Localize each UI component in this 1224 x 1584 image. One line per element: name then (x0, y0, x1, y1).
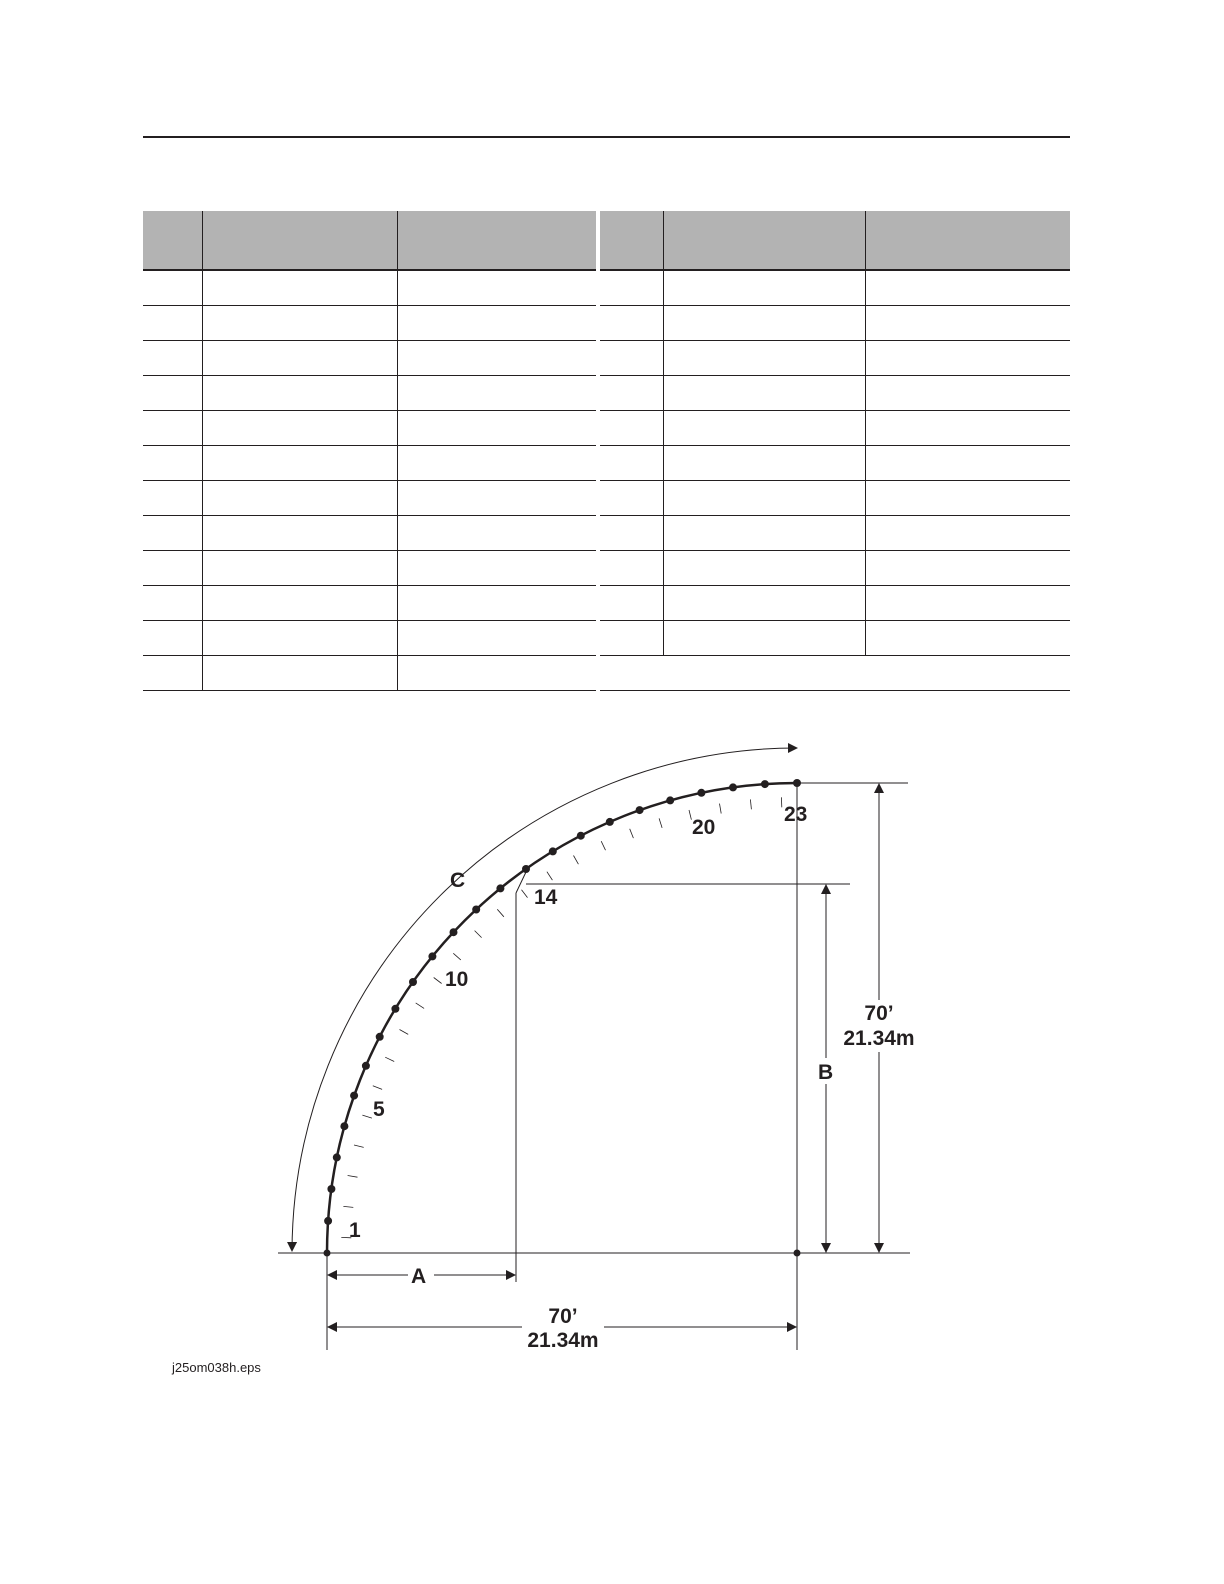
arc-point-15 (549, 847, 557, 855)
arc-point-3 (333, 1153, 341, 1161)
arc-point-2 (327, 1185, 335, 1193)
arc-tick-13 (497, 909, 504, 917)
arc-tick-7 (385, 1057, 394, 1061)
arc-point-11 (450, 928, 458, 936)
arc-point-13 (496, 884, 504, 892)
arc-point-1 (324, 1217, 332, 1225)
arc-point-17 (606, 818, 614, 826)
arc-point-8 (391, 1005, 399, 1013)
arc-point-6 (362, 1062, 370, 1070)
arc-tick-17 (601, 841, 605, 850)
dimension-c-label: C (450, 869, 466, 892)
figure-caption: j25om038h.eps (172, 1360, 261, 1375)
arc-point-23 (793, 779, 801, 787)
arc-tick-4 (354, 1145, 364, 1147)
arc-point-21 (729, 783, 737, 791)
arc-tick-12 (475, 931, 482, 938)
width-m-label: 21.34m (527, 1329, 599, 1352)
arc-point-20 (697, 789, 705, 797)
arc-point-19 (666, 796, 674, 804)
arc-point-5 (350, 1092, 358, 1100)
arc-tick-11 (453, 953, 461, 960)
arc-point-9 (409, 978, 417, 986)
height-ft-label: 70’ (864, 1002, 894, 1025)
arc-point-14 (522, 865, 530, 873)
arc-tick-15 (547, 872, 553, 880)
origin-point (324, 1250, 331, 1257)
arc-tick-9 (416, 1003, 424, 1009)
dimension-b-label: B (818, 1061, 834, 1084)
arc-point-7 (376, 1033, 384, 1041)
arc-point-18 (636, 806, 644, 814)
arc-tick-21 (720, 804, 722, 814)
width-ft-label: 70’ (548, 1305, 578, 1328)
point-label-10: 10 (445, 968, 469, 991)
point-label-14: 14 (534, 886, 558, 909)
dimension-c-arc (292, 748, 797, 1251)
arc-tick-10 (434, 978, 442, 984)
arc-tick-19 (659, 818, 662, 828)
arc-tick-16 (574, 856, 579, 865)
height-m-label: 21.34m (843, 1027, 915, 1050)
point-label-20: 20 (692, 816, 716, 839)
arc-tick-22 (750, 799, 751, 809)
arc-point-16 (577, 832, 585, 840)
arc-tick-6 (373, 1086, 382, 1090)
arc-point-10 (428, 952, 436, 960)
point-label-5: 5 (373, 1098, 385, 1121)
arc-tick-14 (522, 890, 528, 898)
point-label-1: 1 (349, 1219, 361, 1242)
perimeter-arc (327, 783, 797, 1253)
arc-point-12 (472, 906, 480, 914)
arc-point-4 (340, 1122, 348, 1130)
arc-tick-5 (362, 1115, 372, 1118)
arc-point-22 (761, 780, 769, 788)
arc-ticks (341, 797, 782, 1238)
arc-tick-2 (343, 1206, 353, 1207)
arc-tick-3 (348, 1176, 358, 1178)
corner-point (794, 1250, 801, 1257)
arc-tick-18 (630, 829, 634, 838)
arc-tick-8 (400, 1030, 409, 1035)
point-label-23: 23 (784, 803, 808, 826)
dimension-a-label: A (411, 1265, 427, 1288)
arc-points (324, 779, 802, 1257)
